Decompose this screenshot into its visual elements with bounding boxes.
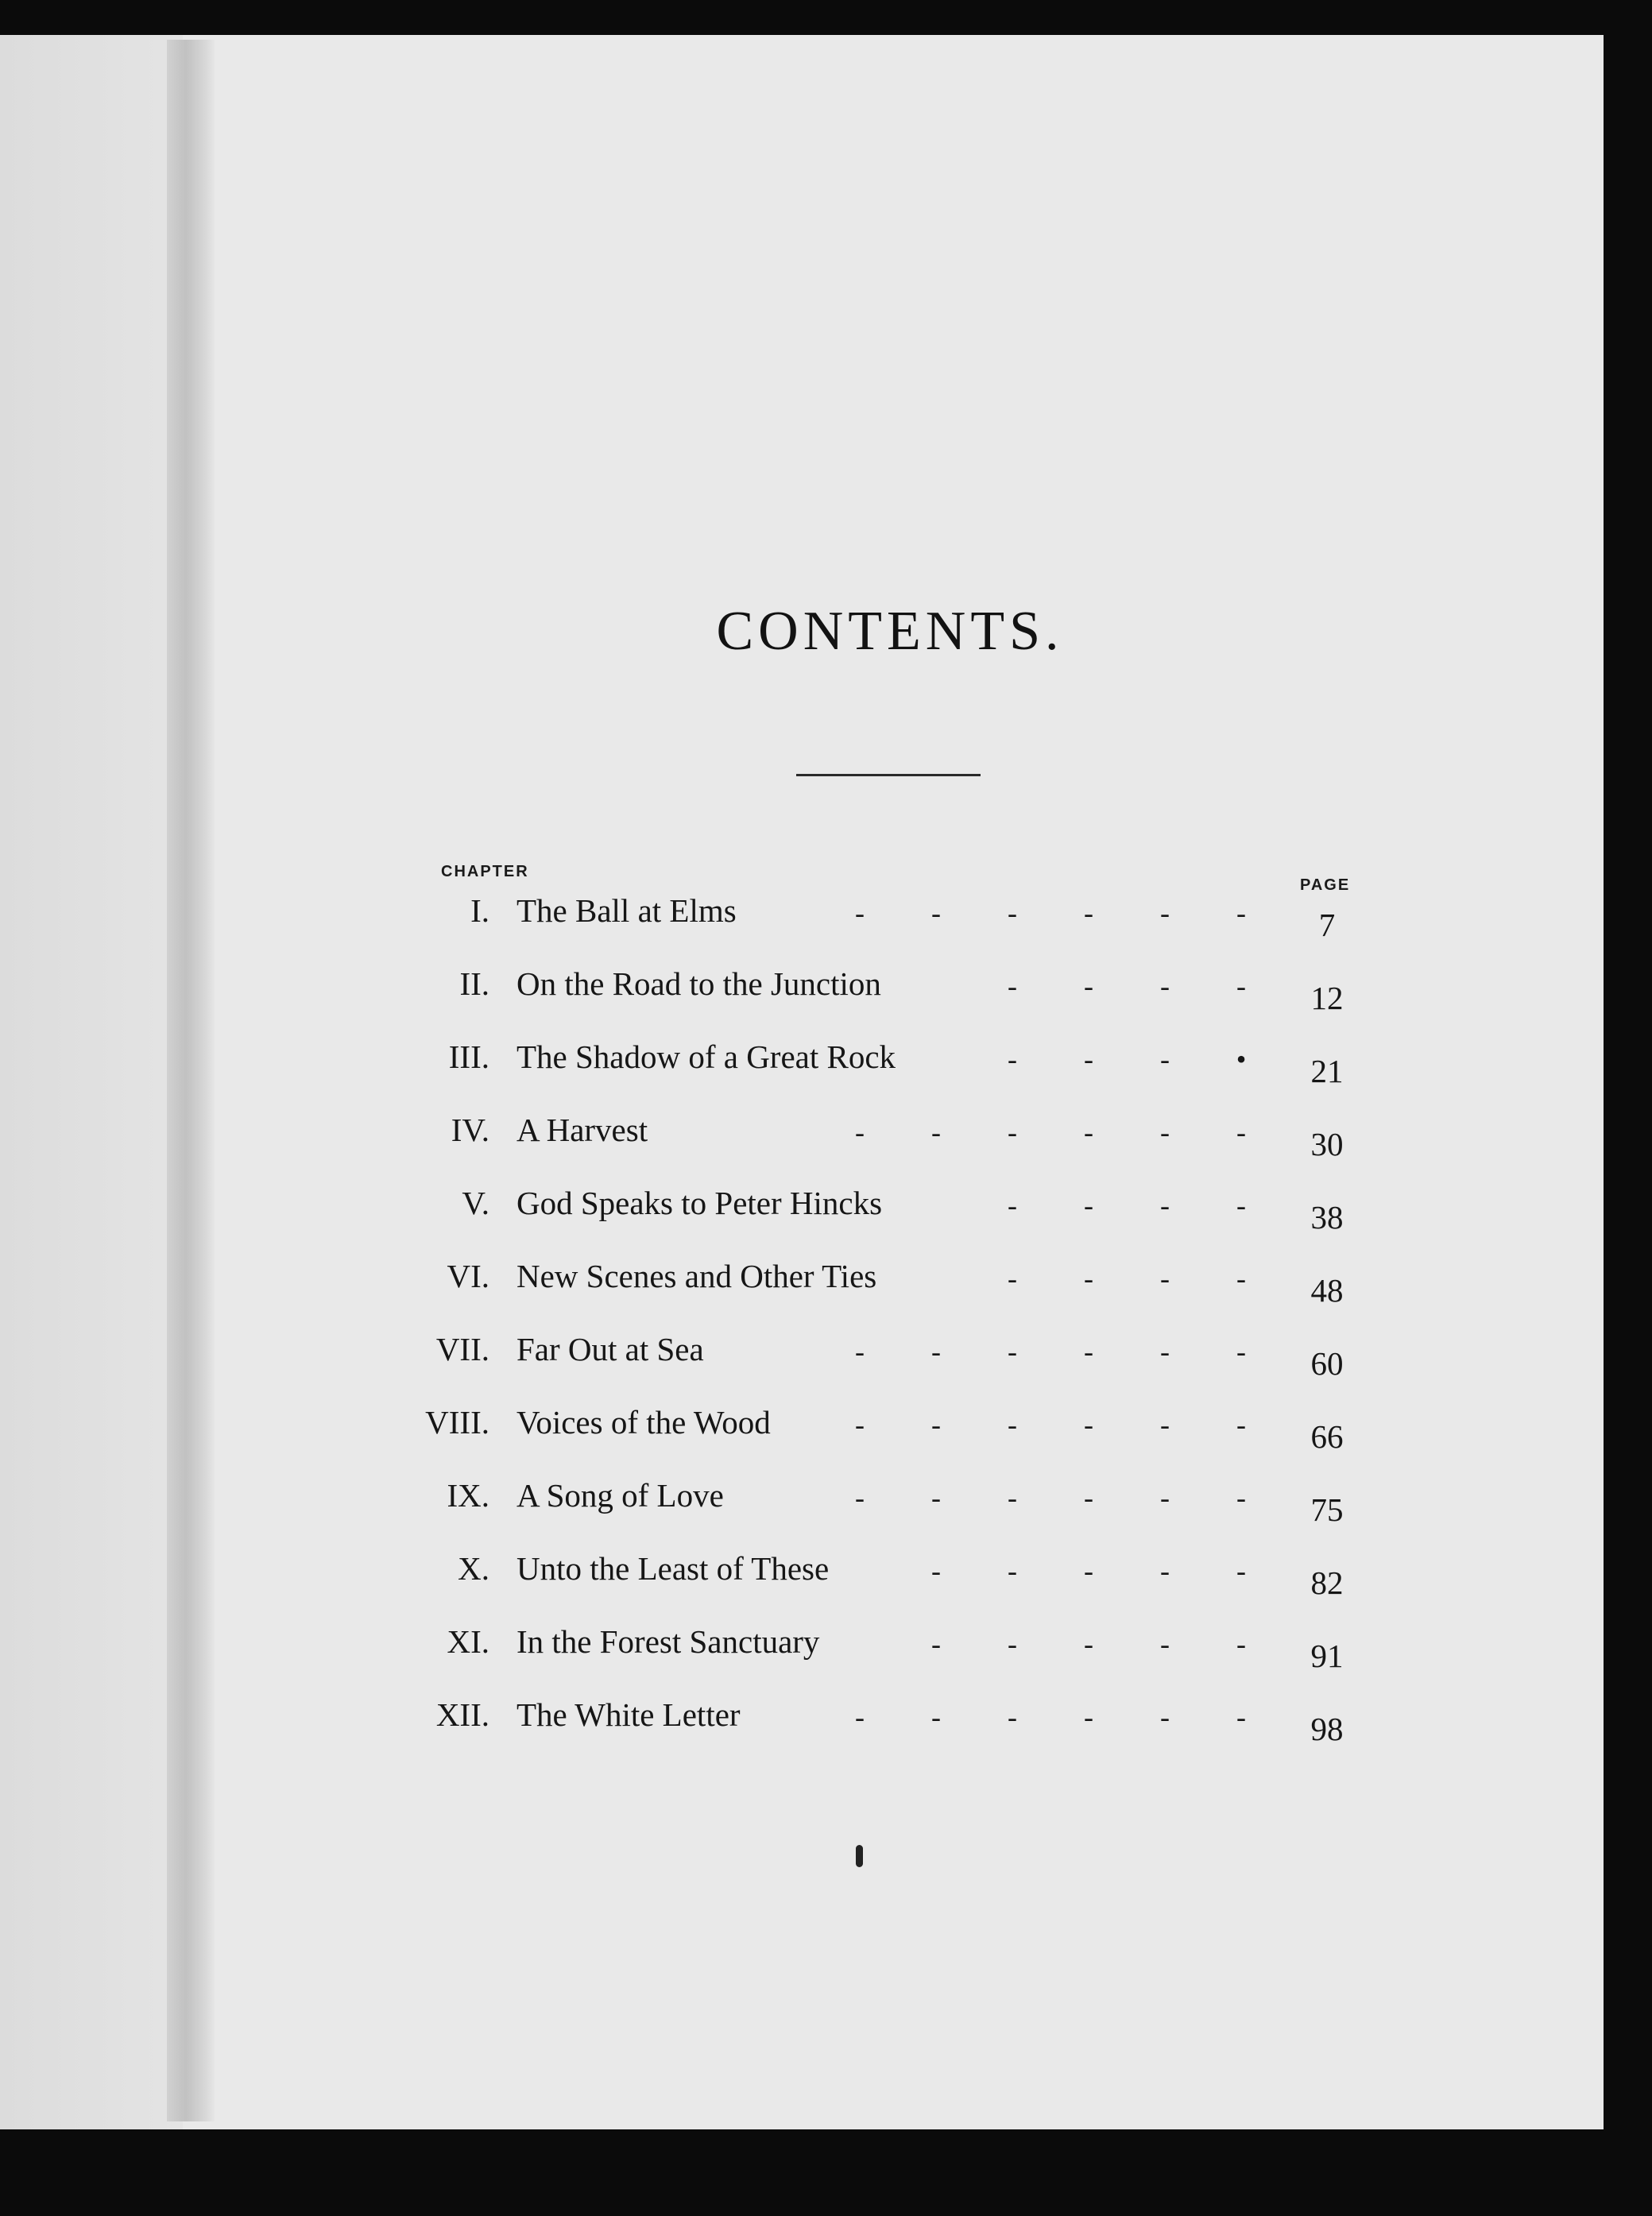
- leader-dots: - - - - - -: [855, 1116, 1246, 1148]
- toc-row: [0, 1476, 1604, 1532]
- page-title: CONTENTS.: [716, 601, 1064, 662]
- chapter-numeral: IX.: [447, 1477, 489, 1514]
- chapter-page-number: 60: [1310, 1345, 1344, 1382]
- chapter-page-number: 12: [1310, 980, 1344, 1016]
- chapter-numeral: III.: [448, 1038, 489, 1075]
- ink-mark: [856, 1845, 863, 1867]
- chapter-page-number: 91: [1310, 1638, 1344, 1674]
- toc-row: [0, 1111, 1604, 1166]
- toc-row: [0, 1330, 1604, 1386]
- leader-dots: - - - -: [1008, 970, 1246, 1002]
- chapter-title: The Shadow of a Great Rock: [516, 1038, 896, 1075]
- chapter-title: A Song of Love: [516, 1477, 724, 1514]
- chapter-page-number: 66: [1310, 1418, 1344, 1455]
- leader-dots: - - - - -: [931, 1628, 1246, 1660]
- chapter-column-header: CHAPTER: [441, 863, 529, 880]
- chapter-numeral: XII.: [435, 1696, 489, 1733]
- toc-row: [0, 1038, 1604, 1093]
- chapter-title: The Ball at Elms: [516, 892, 737, 929]
- chapter-title: In the Forest Sanctuary: [516, 1623, 820, 1660]
- chapter-title: New Scenes and Other Ties: [516, 1258, 877, 1294]
- chapter-numeral: VI.: [447, 1258, 489, 1294]
- chapter-numeral: VII.: [435, 1331, 489, 1367]
- toc-row: [0, 1696, 1604, 1751]
- chapter-page-number: 82: [1310, 1564, 1344, 1601]
- chapter-numeral: IV.: [451, 1112, 489, 1148]
- chapter-numeral: VIII.: [425, 1404, 489, 1441]
- chapter-title: Voices of the Wood: [516, 1404, 771, 1441]
- leader-dots: - - - -: [1008, 1189, 1246, 1221]
- leader-dots: - - - - - -: [855, 1409, 1246, 1441]
- chapter-numeral: II.: [459, 965, 489, 1002]
- title-divider: [796, 774, 981, 776]
- page-column-header: PAGE: [1300, 876, 1351, 894]
- chapter-title: On the Road to the Junction: [516, 965, 881, 1002]
- leader-dots: - - - -: [1008, 1263, 1246, 1294]
- toc-row: [0, 1184, 1604, 1239]
- chapter-page-number: 75: [1310, 1491, 1344, 1528]
- chapter-page-number: 48: [1310, 1272, 1344, 1309]
- chapter-title: The White Letter: [516, 1696, 741, 1733]
- chapter-title: A Harvest: [516, 1112, 648, 1148]
- leader-dots: - - - - - -: [855, 897, 1246, 929]
- leader-dots: - - - •: [1008, 1043, 1247, 1075]
- chapter-page-number: 30: [1310, 1126, 1344, 1162]
- chapter-title: Far Out at Sea: [516, 1331, 704, 1367]
- toc-row: [0, 965, 1604, 1020]
- toc-row: [0, 891, 1604, 947]
- toc-row: [0, 1257, 1604, 1313]
- chapter-numeral: XI.: [447, 1623, 489, 1660]
- chapter-page-number: 98: [1310, 1711, 1344, 1747]
- toc-row: [0, 1549, 1604, 1605]
- leader-dots: - - - - - -: [855, 1336, 1246, 1367]
- toc-row: [0, 1622, 1604, 1678]
- chapter-numeral: X.: [458, 1550, 489, 1587]
- toc-row: [0, 1403, 1604, 1459]
- chapter-page-number: 7: [1318, 907, 1336, 943]
- chapter-page-number: 38: [1310, 1199, 1344, 1236]
- leader-dots: - - - - - -: [855, 1482, 1246, 1514]
- chapter-title: God Speaks to Peter Hincks: [516, 1185, 883, 1221]
- chapter-title: Unto the Least of These: [516, 1550, 830, 1587]
- chapter-page-number: 21: [1310, 1053, 1344, 1089]
- chapter-numeral: I.: [470, 892, 489, 929]
- leader-dots: - - - - -: [931, 1555, 1246, 1587]
- leader-dots: - - - - - -: [855, 1701, 1246, 1733]
- chapter-numeral: V.: [462, 1185, 489, 1221]
